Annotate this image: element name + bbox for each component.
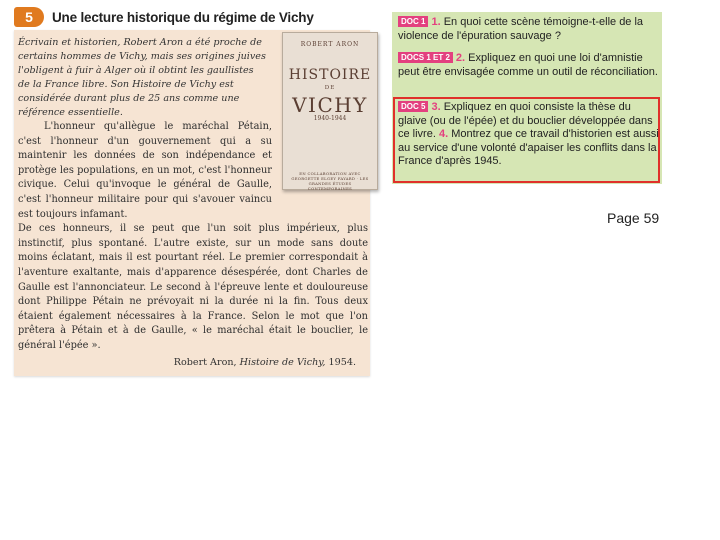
question-text: En quoi cette scène témoigne-t-elle de la violence de l'épuration sauvage ? (398, 16, 644, 42)
document-body (18, 120, 368, 354)
body-paragraph-full: De ces honneurs, il se peut que l'un soit plus impérieux, plus instinctif, plus spontané. L'autre existe, sur un mode sans doute moins éclatant, mais il est pourtant réel. Le premier correspondait à l'aventure exaltante, mais d'apparence désespérée, dont Charles de Gaulle est l'annonciateur. Le second à l'épreuve lente et douloureuse dont Philippe Pétain ne prévoyait ni la durée ni la fin. Tous deux étaient également nécessaires à la France. Selon le mot que l'on prêtera à Pétain et à de Gaulle, « le maréchal était le bouclier, le général l'épée ». (18, 223, 368, 351)
document-title: Une lecture historique du régime de Vichy (52, 9, 314, 25)
question-text: Expliquez en quoi une loi d'amnistie peut être envisagée comme un outil de réconciliation. (398, 52, 658, 78)
question-2 (398, 52, 660, 79)
page-label: Page 59 (607, 210, 660, 226)
book-footer: EN COLLABORATION AVEC GEORGETTE ELGEY FAYARD · LES GRANDES ÉTUDES CONTEMPORAINES (291, 171, 369, 191)
question-1 (398, 16, 660, 43)
question-tag: DOC 5 (398, 101, 428, 112)
document-number-badge: 5 (14, 7, 44, 27)
book-title-de: DE (324, 85, 336, 91)
citation-work: Histoire de Vichy, (239, 357, 326, 368)
body-paragraph-wrapped: L'honneur qu'allègue le maréchal Pétain, c'est l'honneur d'un gouvernement qui a su maintenir les données de son indépendance et protège les populations, en un mot, c'est l'honneur civique. Celui qu'invoque le général de Gaulle, c'est l'honneur militaire pour qui s'avouer vaincu est toujours infamant. (18, 121, 272, 220)
citation-author: Robert Aron, (173, 357, 237, 368)
question-number: 4. (438, 128, 449, 140)
citation-year: 1954. (328, 357, 356, 368)
question-text: Expliquez en quoi consiste la thèse du glaive (ou de l'épée) et du bouclier développée dans ce livre. (398, 101, 653, 140)
document-citation (174, 357, 356, 368)
question-tag: DOCS 1 ET 2 (398, 52, 453, 63)
question-number: 3. (431, 101, 441, 113)
book-years: 1940-1944 (313, 115, 347, 122)
question-text: Montrez que ce travail d'historien est aussi au service d'une volonté d'apaiser les conflits dans la France d'après 1945. (398, 128, 659, 167)
book-title-line2: VICHY (292, 93, 368, 117)
document-card (14, 30, 370, 376)
document-intro: Écrivain et historien, Robert Aron a été proche de certains hommes de Vichy, mais ses origines juives l'obligent à fuir à Alger où il obtint les gaullistes de la France libre. Son Histoire de Vichy est considérée durant plus de 25 ans comme une référence essentielle. (18, 37, 266, 118)
question-number: 1. (431, 16, 441, 28)
book-title-line1: HISTOIRE (288, 67, 372, 83)
highlight-frame (393, 97, 660, 183)
book-author: ROBERT ARON (300, 41, 360, 48)
question-number: 2. (455, 52, 466, 64)
question-tag: DOC 1 (398, 16, 428, 27)
document-header (14, 6, 384, 28)
